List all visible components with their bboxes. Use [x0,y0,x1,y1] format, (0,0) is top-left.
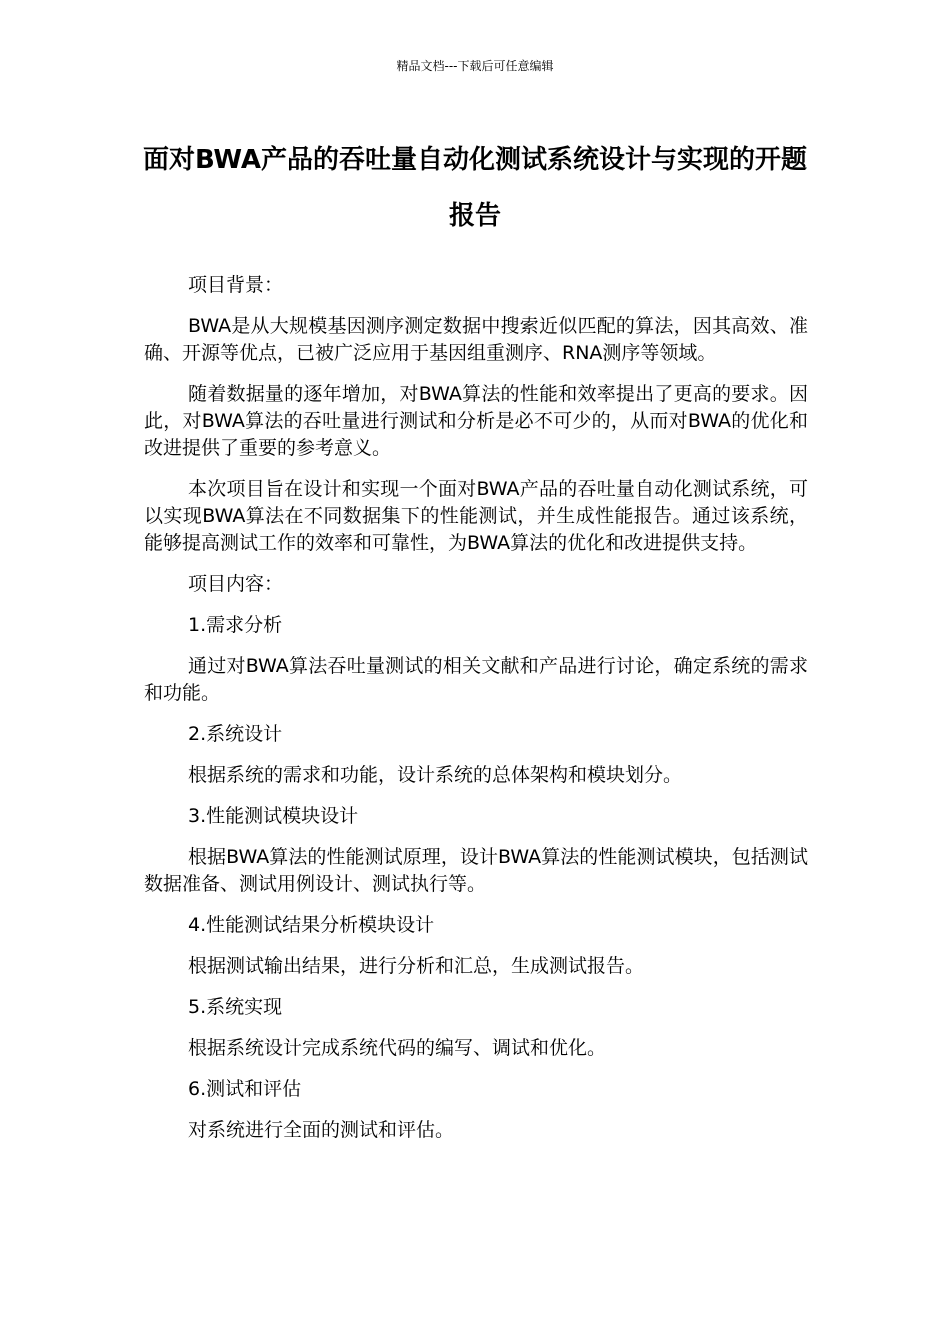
section-heading-background: 项目背景： [188,274,284,296]
item-heading-4: 4.性能测试结果分析模块设计 [188,914,435,936]
item-heading-2: 2.系统设计 [188,723,283,745]
paragraph-bwa-intro: BWA是从大规模基因测序测定数据中搜索近似匹配的算法，因其高效、准确、开源等优点，已被广泛应用于基因组重测序、RNA测序等领域。 [144,315,808,364]
item-body-1: 通过对BWA算法吞吐量测试的相关文献和产品进行讨论，确定系统的需求和功能。 [144,655,808,704]
document-title: 面对BWA产品的吞吐量自动化测试系统设计与实现的开题报告 [142,145,808,231]
item-body-5: 根据系统设计完成系统代码的编写、调试和优化。 [188,1037,607,1059]
header-note: 精品文档---下载后可任意编辑 [396,59,554,73]
item-heading-3: 3.性能测试模块设计 [188,805,359,827]
paragraph-project-goal: 本次项目旨在设计和实现一个面对BWA产品的吞吐量自动化测试系统，可以实现BWA算法在不同数据集下的性能测试，并生成性能报告。通过该系统，能够提高测试工作的效率和可靠性，为BWA算法的优化和改进提供支持。 [144,478,808,554]
item-body-2: 根据系统的需求和功能，设计系统的总体架构和模块划分。 [188,764,683,786]
item-body-3: 根据BWA算法的性能测试原理，设计BWA算法的性能测试模块，包括测试数据准备、测试用例设计、测试执行等。 [144,846,808,895]
item-body-4: 根据测试输出结果，进行分析和汇总，生成测试报告。 [188,955,645,977]
section-heading-content: 项目内容： [188,573,284,595]
item-heading-5: 5.系统实现 [188,996,283,1018]
document-body [144,272,808,1158]
paragraph-data-growth: 随着数据量的逐年增加，对BWA算法的性能和效率提出了更高的要求。因此，对BWA算法的吞吐量进行测试和分析是必不可少的，从而对BWA的优化和改进提供了重要的参考意义。 [144,383,808,459]
item-heading-1: 1.需求分析 [188,614,283,636]
item-body-6: 对系统进行全面的测试和评估。 [188,1119,455,1141]
item-heading-6: 6.测试和评估 [188,1078,302,1100]
